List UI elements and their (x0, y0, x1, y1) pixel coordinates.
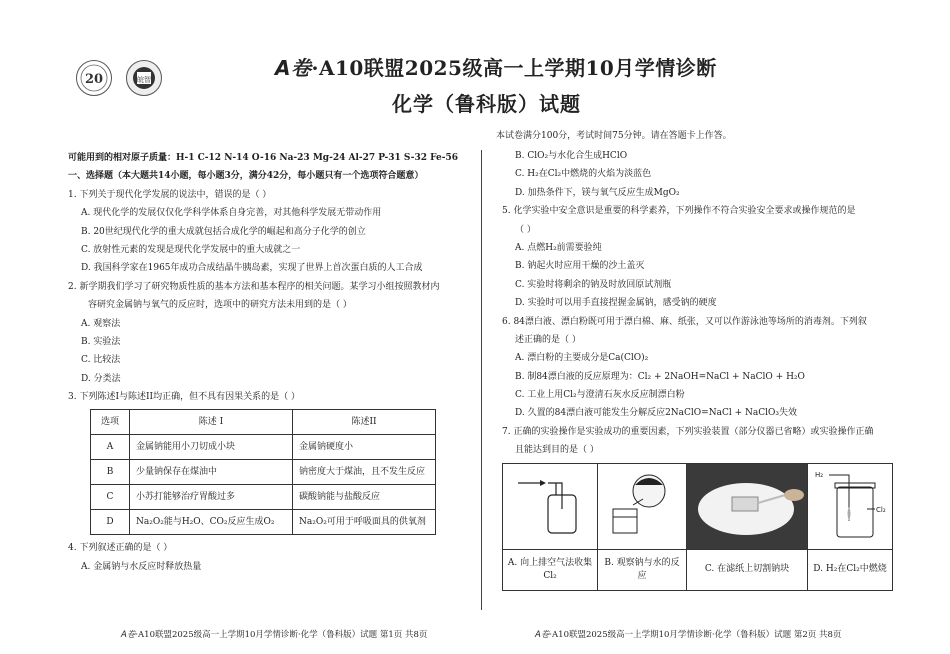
q3-table (90, 409, 436, 535)
question-7: 7. 正确的实验操作是实验成功的重要因素，下列实验装置（部分仪器已省略）或实验操作正确 (502, 426, 874, 437)
question-5-cont: （ ） (515, 224, 536, 235)
table-cell: Na₂O₂能与H₂O、CO₂反应生成O₂ (130, 510, 293, 535)
exam-note: 本试卷满分100分，考试时间75分钟。请在答题卡上作答。 (496, 131, 732, 141)
q2-option-b: B. 实验法 (81, 336, 121, 347)
exam-subtitle: 化学（鲁科版）试题 (392, 92, 581, 116)
table-row (503, 549, 893, 590)
logo-number: 20 (84, 72, 104, 87)
brand-mark: A卷 (275, 56, 312, 80)
footer-left-text: ·A10联盟2025级高一上学期10月学情诊断·化学（鲁科版）试题 第1页 共8页 (135, 630, 428, 640)
q2-option-d: D. 分类法 (81, 373, 121, 384)
q5-option-c: C. 实验时将剩余的钠及时放回原试剂瓶 (515, 279, 672, 290)
gas-jar-flame-icon (809, 465, 891, 543)
school-logo (76, 60, 112, 96)
table-cell: A (91, 435, 130, 460)
table-cell: B (91, 460, 130, 485)
question-5: 5. 化学实验中安全意识是重要的科学素养，下列操作不符合实验安全要求或操作规范的是 (502, 206, 856, 217)
q7-option-c: C. 在滤纸上切割钠块 (687, 549, 808, 590)
q6-option-a: A. 漂白粉的主要成分是Ca(ClO)₂ (515, 353, 649, 364)
q7-option-b: B. 观察钠与水的反应 (598, 549, 687, 590)
cl2-label: Cl₂ (876, 505, 886, 514)
footer-brand: A卷 (121, 630, 136, 640)
table-row (91, 485, 436, 510)
table-header-row (91, 410, 436, 435)
gas-collection-icon (504, 465, 596, 543)
footer-left (121, 628, 427, 640)
exam-title (275, 52, 717, 81)
h2-combustion-figure (808, 463, 893, 549)
q1-option-d: D. 我国科学家在1965年成功合成结晶牛胰岛素，实现了世界上首次蛋白质的人工合成 (81, 263, 423, 274)
question-2-cont: 容研究金属钠与氧气的反应时，选项中的研究方法未用到的是（ ） (88, 300, 352, 311)
table-cell: Na₂O₂可用于呼吸面具的供氧剂 (293, 510, 436, 535)
observer-beaker-icon (599, 465, 685, 543)
question-2: 2. 新学期我们学习了研究物质性质的基本方法和基本程序的相关问题。某学习小组按照教材内 (68, 281, 440, 292)
footer-right (535, 628, 841, 640)
q6-option-b: B. 制84漂白液的反应原理为：Cl₂ + 2NaOH=NaCl + NaClO + H₂O (515, 371, 805, 382)
q5-option-d: D. 实验时可以用手直接捏握金属钠，感受钠的硬度 (515, 298, 717, 309)
q4-option-d: D. 加热条件下，镁与氧气反应生成MgO₂ (515, 187, 680, 198)
table-cell: C (91, 485, 130, 510)
q1-option-b: B. 20世纪现代化学的重大成就包括合成化学的崛起和高分子化学的创立 (81, 226, 366, 237)
table-header: 陈述 I (130, 410, 293, 435)
atomic-masses: 可能用到的相对原子质量：H-1 C-12 N-14 O-16 Na-23 Mg-24 Al-27 P-31 S-32 Fe-56 (68, 153, 459, 163)
question-1: 1. 下列关于现代化学发展的说法中，错误的是（ ） (68, 189, 272, 200)
table-header: 选项 (91, 410, 130, 435)
question-3: 3. 下列陈述I与陈述II均正确，但不具有因果关系的是（ ） (68, 392, 300, 403)
q6-option-d: D. 久置的84漂白液可能发生分解反应2NaClO=NaCl + NaClO₃失效 (515, 408, 797, 419)
table-cell: D (91, 510, 130, 535)
sodium-water-figure (598, 463, 687, 549)
table-row (91, 460, 436, 485)
q4-option-b: B. ClO₂与水化合生成HClO (515, 151, 628, 161)
table-cell: 金属钠能用小刀切成小块 (130, 435, 293, 460)
gas-bottle-figure (503, 463, 598, 549)
education-logo (126, 60, 162, 96)
table-row (91, 435, 436, 460)
question-7-cont: 且能达到目的是（ ） (515, 445, 599, 456)
q7-table (502, 463, 893, 591)
filter-paper-knife-icon (688, 465, 806, 543)
table-row (503, 463, 893, 549)
q2-option-c: C. 比较法 (81, 355, 121, 366)
q6-option-c: C. 工业上用Cl₂与澄清石灰水反应制漂白粉 (515, 390, 685, 401)
h2-label: H₂ (815, 470, 824, 479)
q7-option-a: A. 向上排空气法收集Cl₂ (503, 549, 598, 590)
question-6-cont: 述正确的是（ ） (515, 334, 581, 345)
q5-option-b: B. 钠起火时应用干燥的沙土盖灭 (515, 261, 645, 272)
footer-brand: A卷 (535, 630, 550, 640)
table-header: 陈述II (293, 410, 436, 435)
q7-option-d: D. H₂在Cl₂中燃烧 (808, 549, 893, 590)
table-cell: 碳酸钠能与盐酸反应 (293, 485, 436, 510)
left-column (68, 152, 458, 579)
exam-title-text: ·A10联盟2025级高一上学期10月学情诊断 (311, 56, 717, 80)
q1-option-a: A. 现代化学的发展仅仅化学科学体系自身完善，对其他科学发展无带动作用 (81, 208, 382, 219)
q4-option-c: C. H₂在Cl₂中燃烧的火焰为淡蓝色 (515, 169, 652, 180)
table-cell: 小苏打能够治疗胃酸过多 (130, 485, 293, 510)
q2-option-a: A. 观察法 (81, 318, 121, 329)
logo-text: 皖智 (137, 76, 151, 84)
q5-option-a: A. 点燃H₂前需要验纯 (515, 242, 602, 253)
table-cell: 金属钠硬度小 (293, 435, 436, 460)
column-divider (481, 150, 482, 610)
section-heading: 一、选择题（本大题共14小题，每小题3分，满分42分，每小题只有一个选项符合题意） (68, 171, 424, 182)
cutting-sodium-figure (687, 463, 808, 549)
question-6: 6. 84漂白液、漂白粉既可用于漂白棉、麻、纸张，又可以作游泳池等场所的消毒剂。下列叙 (502, 316, 867, 327)
q4-option-a: A. 金属钠与水反应时释放热量 (81, 561, 202, 572)
table-cell: 少量钠保存在煤油中 (130, 460, 293, 485)
footer-right-text: ·A10联盟2025级高一上学期10月学情诊断·化学（鲁科版）试题 第2页 共8页 (549, 630, 842, 640)
question-4: 4. 下列叙述正确的是（ ） (68, 543, 173, 554)
table-cell: 钠密度大于煤油，且不发生反应 (293, 460, 436, 485)
q1-option-c: C. 放射性元素的发现是现代化学发展中的重大成就之一 (81, 244, 301, 255)
right-column (502, 150, 887, 591)
table-row (91, 510, 436, 535)
